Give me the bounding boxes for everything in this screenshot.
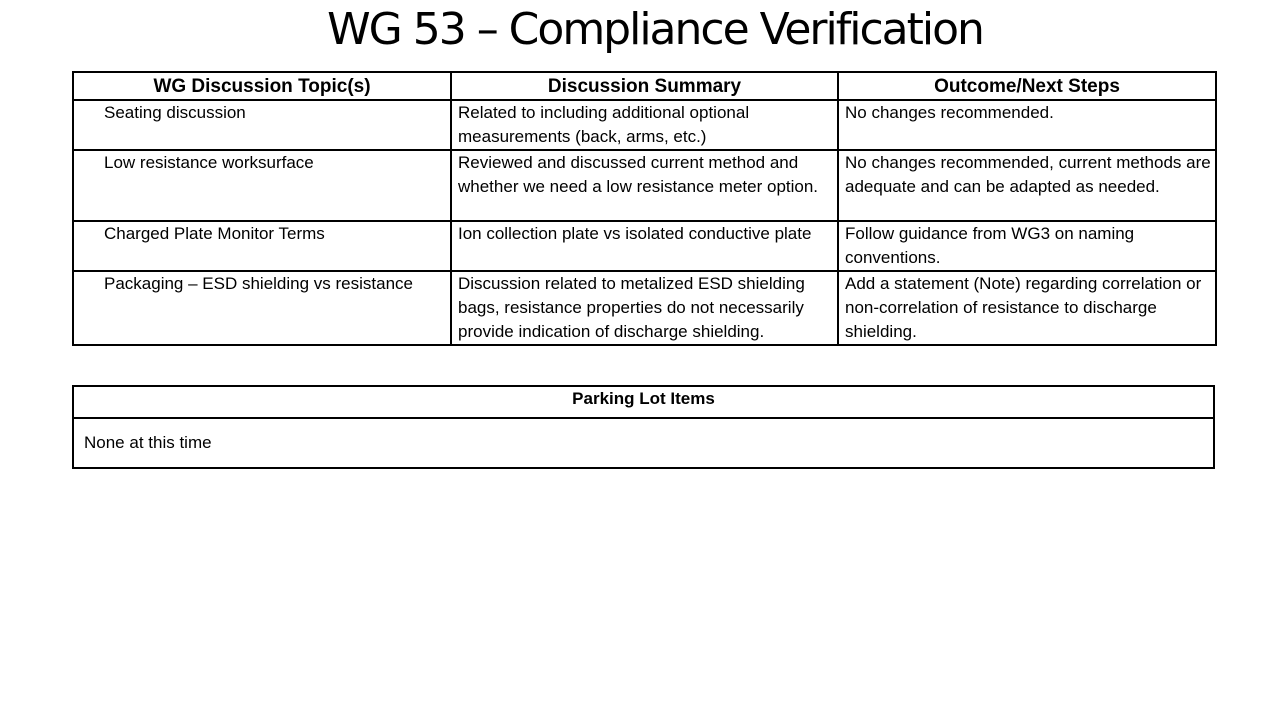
summary-cell: Discussion related to metalized ESD shielding bags, resistance properties do not necessarily provide indication of discharge shielding.: [451, 271, 838, 345]
topic-cell: Seating discussion: [73, 100, 451, 150]
parking-lot-header-row: [73, 386, 1214, 418]
parking-lot-body: None at this time: [73, 418, 1214, 468]
topic-cell: Charged Plate Monitor Terms: [73, 221, 451, 271]
discussion-table: [72, 71, 1217, 346]
slide-title: WG 53 – Compliance Verification: [327, 4, 983, 55]
parking-lot-header: Parking Lot Items: [73, 386, 1214, 418]
header-summary: Discussion Summary: [451, 72, 838, 100]
header-topic: WG Discussion Topic(s): [73, 72, 451, 100]
topic-cell: Packaging – ESD shielding vs resistance: [73, 271, 451, 345]
header-outcome: Outcome/Next Steps: [838, 72, 1216, 100]
table-header-row: [73, 72, 1216, 100]
table-row: [73, 271, 1216, 345]
table-row: [73, 221, 1216, 271]
topic-cell: Low resistance worksurface: [73, 150, 451, 221]
summary-cell: Reviewed and discussed current method and whether we need a low resistance meter option.: [451, 150, 838, 221]
outcome-cell: Follow guidance from WG3 on naming conventions.: [838, 221, 1216, 271]
table-row: [73, 150, 1216, 221]
outcome-cell: No changes recommended.: [838, 100, 1216, 150]
outcome-cell: No changes recommended, current methods are adequate and can be adapted as needed.: [838, 150, 1216, 221]
outcome-cell: Add a statement (Note) regarding correlation or non-correlation of resistance to discharge shielding.: [838, 271, 1216, 345]
parking-lot-body-row: [73, 418, 1214, 468]
summary-cell: Related to including additional optional measurements (back, arms, etc.): [451, 100, 838, 150]
table-row: [73, 100, 1216, 150]
parking-lot-table: [72, 385, 1215, 469]
summary-cell: Ion collection plate vs isolated conductive plate: [451, 221, 838, 271]
